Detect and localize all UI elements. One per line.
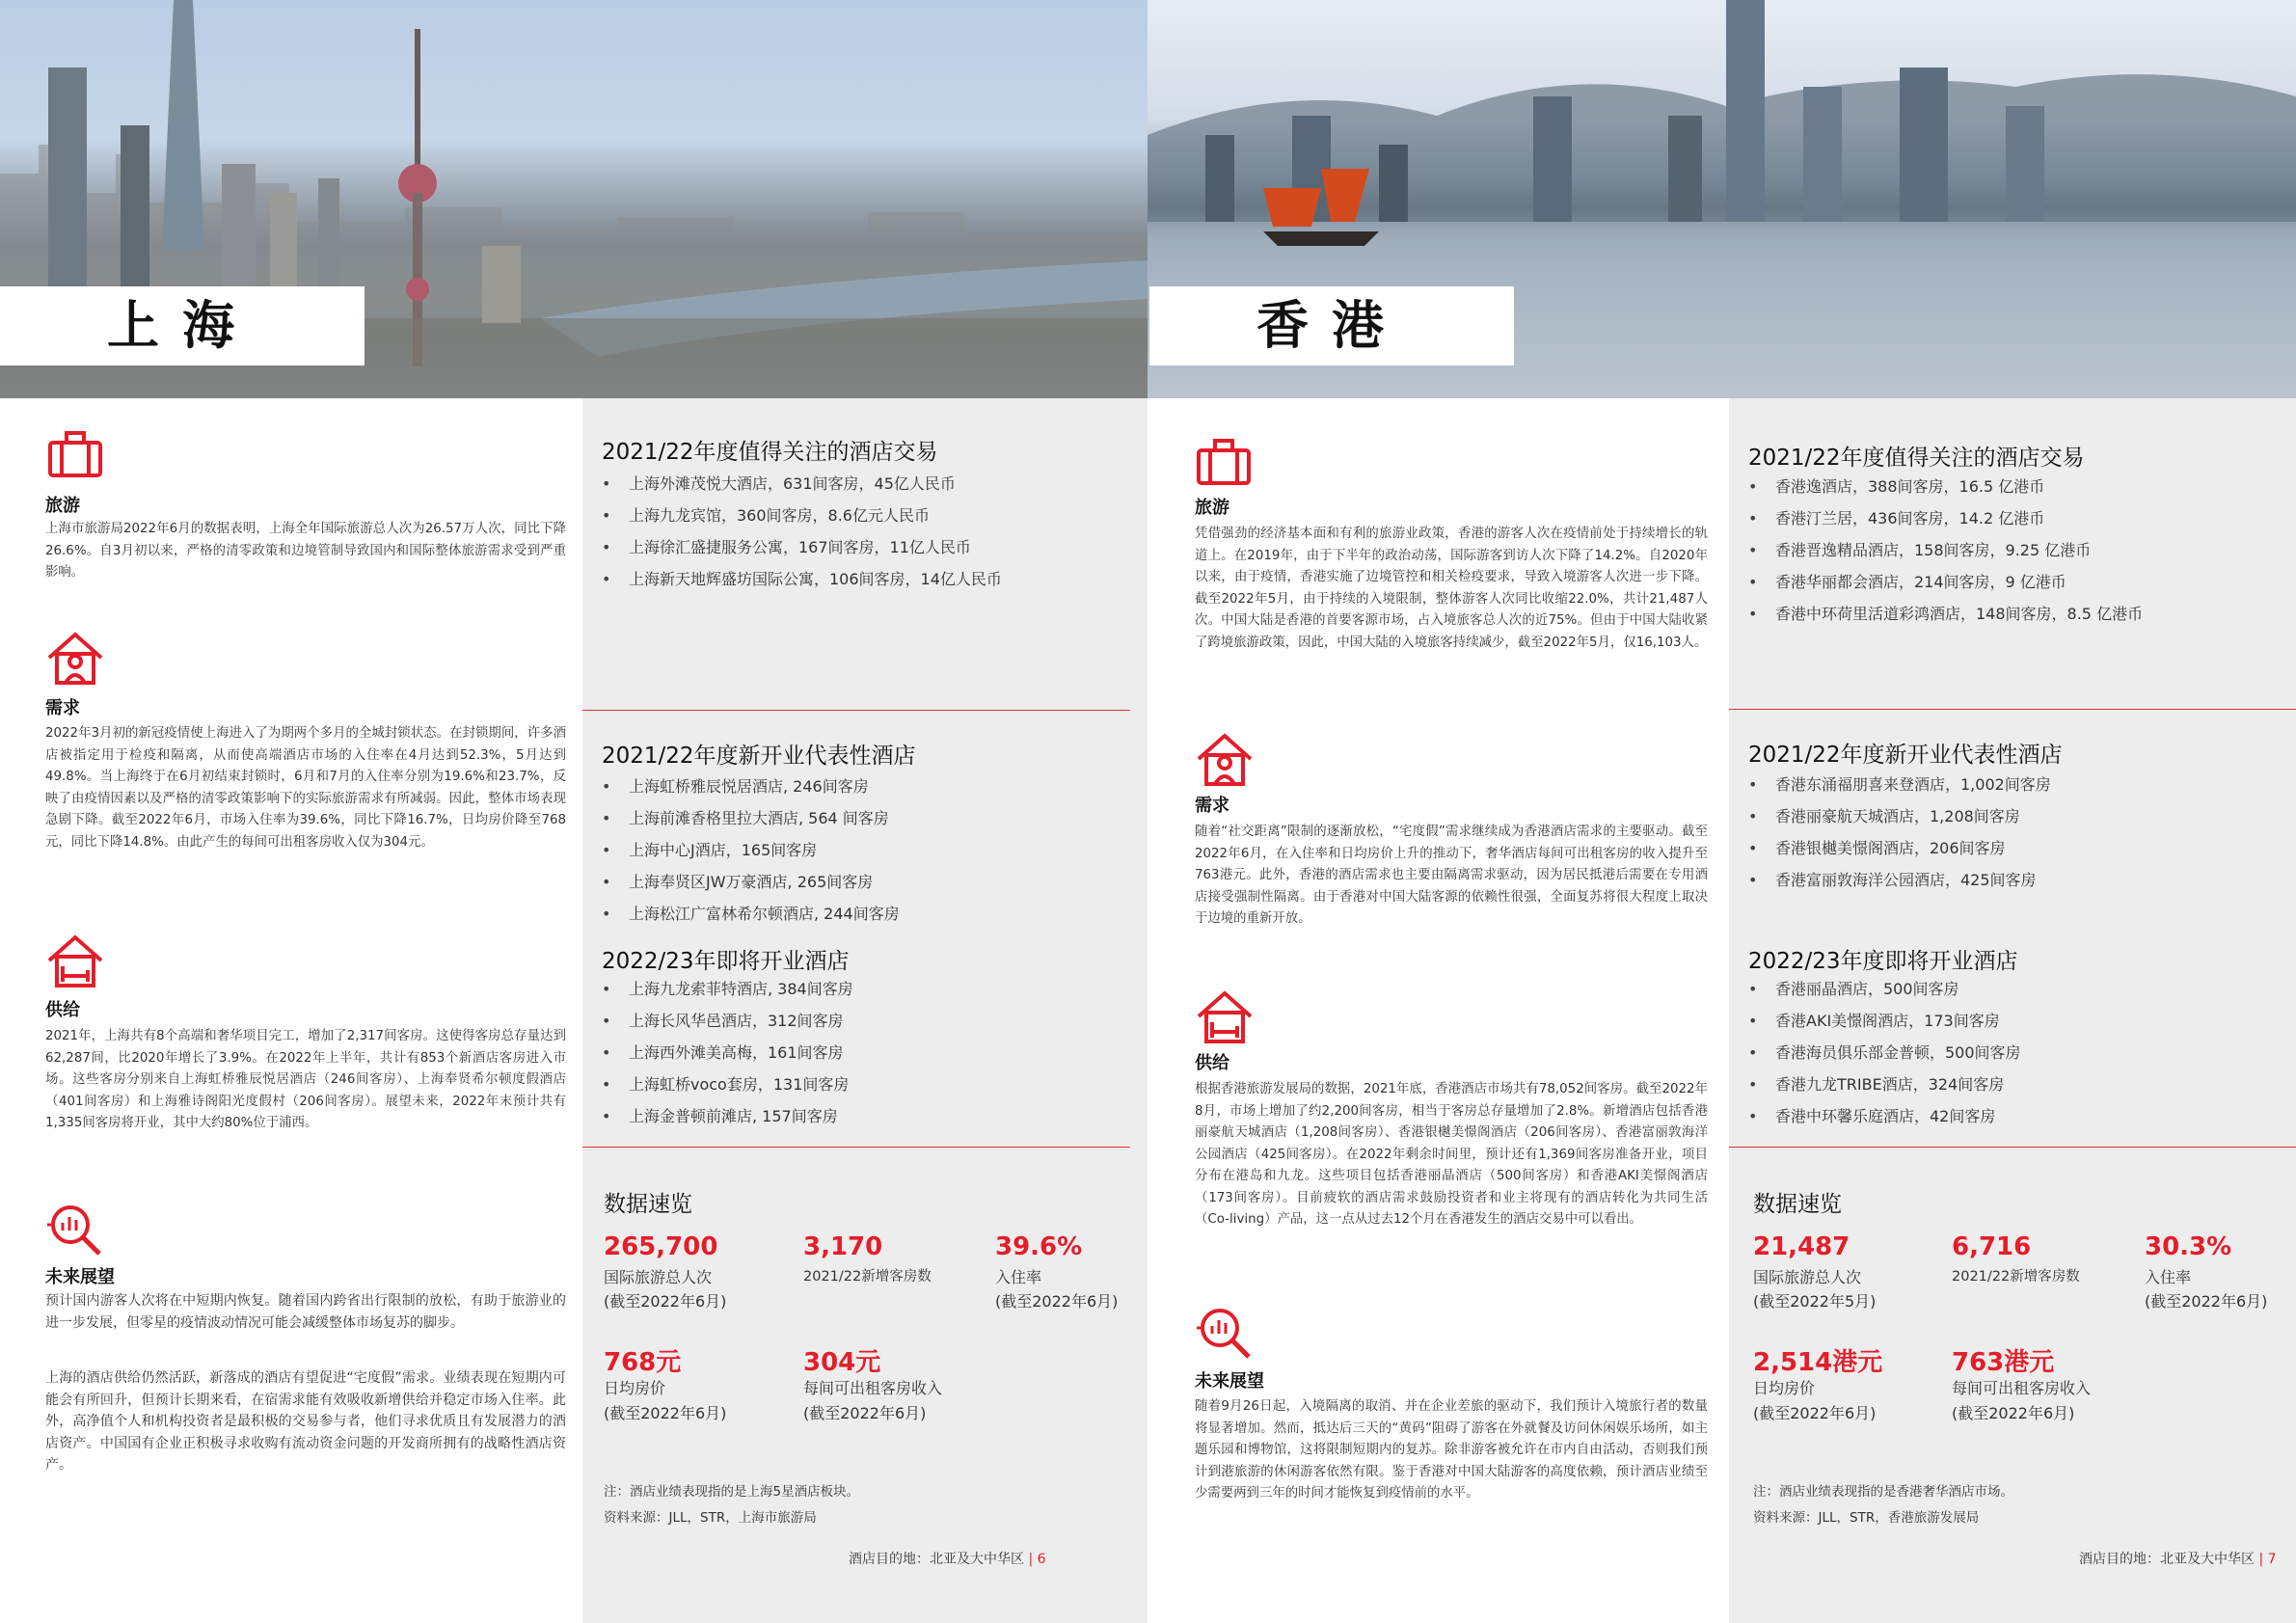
- list-item: • 香港海员俱乐部金普顿，500间客房: [1748, 1037, 2288, 1068]
- footer-text: 酒店目的地：北亚及大中华区: [2079, 1552, 2255, 1567]
- opened-heading: 2021/22年度新开业代表性酒店: [1748, 743, 2063, 768]
- stat-label: 每间可出租客房收入: [1952, 1379, 2092, 1397]
- source-note: 资料来源：JLL，STR，上海市旅游局: [604, 1510, 817, 1526]
- tourism-body: 凭借强劲的经济基本面和有利的旅游业政策，香港的游客人次在疫情前处于持续增长的轨道上。在2019年，由于下半年的政治动荡，国际游客到访人次下降了14.2%。自2020年以来，由于疫情，香港实施了边境管控和相关检疫要求，导致入境游客人次进一步下降。截至2022年5月，由于持续的入境限制，整体游客人次同比收缩22.0%，共计21,487人次。中国大陆是香港的首要客源市场，占入境旅客总人次的近75%。但由于中国大陆收紧了跨境旅游政策，因此，中国大陆的入境旅客持续减少，截至2022年5月，仅16,103人。: [1195, 527, 1708, 650]
- list-item: • 上海九龙索菲特酒店, 384间客房: [602, 973, 1122, 1005]
- list-item: • 香港逸酒店，388间客房，16.5 亿港币: [1748, 471, 2288, 502]
- stat-value: 6,716: [1952, 1232, 2032, 1261]
- list-item: • 香港中环馨乐庭酒店，42间客房: [1748, 1100, 2288, 1132]
- list-item: • 香港AKI美憬阁酒店，173间客房: [1748, 1005, 2288, 1037]
- stat-label: (截至2022年6月): [803, 1404, 927, 1422]
- list-item: • 香港东涌福朋喜来登酒店，1,002间客房: [1748, 769, 2288, 800]
- chart-magnifier-icon: [1195, 1305, 1255, 1365]
- suitcase-icon: [1194, 433, 1254, 493]
- list-item: • 上海松江广富林希尔顿酒店, 244间客房: [602, 898, 1122, 930]
- opened-list: [1748, 769, 2288, 896]
- footnote: 注：酒店业绩表现指的是香港奢华酒店市场。: [1753, 1484, 2013, 1500]
- tourism-heading: 旅游: [1195, 498, 1229, 518]
- stat-label: (截至2022年6月): [1753, 1404, 1877, 1422]
- list-item: • 上海西外滩美高梅，161间客房: [602, 1037, 1122, 1068]
- outlook-heading: 未来展望: [1195, 1371, 1264, 1392]
- stat-value: 39.6%: [995, 1232, 1083, 1261]
- stats-heading: 数据速览: [604, 1192, 692, 1217]
- list-item: • 香港丽晶酒店，500间客房: [1748, 973, 2288, 1005]
- stat-label: (截至2022年6月): [604, 1404, 727, 1422]
- list-item: • 香港银樾美憬阁酒店，206间客房: [1748, 832, 2288, 864]
- shanghai-title: 上海: [0, 286, 365, 365]
- house-bed-icon: [45, 932, 105, 991]
- source-note: 资料来源：JLL，STR，香港旅游发展局: [1753, 1510, 1980, 1526]
- divider: [1729, 709, 2296, 710]
- deals-heading: 2021/22年度值得关注的酒店交易: [602, 440, 938, 465]
- stat-value: 265,700: [604, 1232, 718, 1261]
- upcoming-list: [602, 973, 1122, 1132]
- outlook-body-2: 上海的酒店供给仍然活跃，新落成的酒店有望促进“宅度假”需求。业绩表现在短期内可能会有所回升，但预计长期来看，在宿需求能有效吸收新增供给并稳定市场入住率。此外，高净值个人和机构投资者是最积极的交易参与者，他们寻求优质且有发展潜力的酒店资产。中国国有企业正积极寻求收购有流动资金问题的开发商所拥有的战略性酒店资产。: [45, 1370, 566, 1473]
- list-item: • 香港富丽敦海洋公园酒店，425间客房: [1748, 864, 2288, 896]
- page-footer: 酒店目的地：北亚及大中华区 | 6: [849, 1552, 1046, 1567]
- divider: [582, 1147, 1130, 1148]
- stat-value: 21,487: [1753, 1232, 1850, 1261]
- chart-magnifier-icon: [45, 1202, 105, 1261]
- opened-heading: 2021/22年度新开业代表性酒店: [602, 744, 916, 769]
- outlook-body-1: 预计国内游客人次将在中短期内恢复。随着国内跨省出行限制的放松，有助于旅游业的进一步发展，但零星的疫情波动情况可能会减缓整体市场复苏的脚步。: [45, 1293, 566, 1331]
- upcoming-list: [1748, 973, 2288, 1132]
- stat-value: 763港元: [1952, 1348, 2055, 1377]
- list-item: • 上海长风华邑酒店，312间客房: [602, 1005, 1122, 1037]
- supply-body: 2021年，上海共有8个高端和奢华项目完工，增加了2,317间客房。这使得客房总存量达到62,287间，比2020年增长了3.9%。在2022年上半年，共计有853个新酒店客房进入市场。这些客房分别来自上海虹桥雅辰悦居酒店（246间客房）、上海奉贤希尔顿度假酒店（401间客房）和上海雅诗阁阳光度假村（206间客房）。展望未来，2022年末预计共有1,335间客房将开业，其中大约80%位于浦西。: [45, 1029, 566, 1130]
- stat-value: 2,514港元: [1753, 1348, 1883, 1377]
- stat-label: (截至2022年5月): [1753, 1292, 1877, 1311]
- list-item: • 上海九龙宾馆，360间客房，8.6亿元人民币: [602, 500, 1122, 531]
- stat-label: 日均房价: [604, 1379, 666, 1397]
- house-person-icon: [45, 629, 105, 689]
- suitcase-icon: [45, 425, 105, 485]
- demand-heading: 需求: [1195, 796, 1229, 816]
- stat-label: (截至2022年6月): [1952, 1404, 2075, 1422]
- page-number: 7: [2267, 1552, 2277, 1567]
- list-item: • 上海前滩香格里拉大酒店, 564 间客房: [602, 802, 1122, 834]
- upcoming-heading: 2022/23年即将开业酒店: [602, 949, 850, 974]
- list-item: • 上海中心J酒店，165间客房: [602, 834, 1122, 866]
- stat-label: 日均房价: [1753, 1379, 1816, 1397]
- demand-heading: 需求: [45, 698, 80, 718]
- shanghai-skyline-image: [0, 0, 1148, 398]
- divider: [1729, 1147, 2296, 1148]
- stat-value: 768元: [604, 1348, 682, 1377]
- outlook-heading: 未来展望: [45, 1267, 115, 1287]
- stat-label: (截至2022年6月): [995, 1292, 1119, 1311]
- tourism-body: 上海市旅游局2022年6月的数据表明，上海全年国际旅游总人次为26.57万人次，同比下降26.6%。自3月初以来，严格的清零政策和边境管制导致国内和国际整体旅游需求受到严重影响。: [45, 522, 566, 580]
- stats-heading: 数据速览: [1753, 1192, 1842, 1217]
- stat-label: 入住率: [995, 1268, 1042, 1286]
- page-footer: 酒店目的地：北亚及大中华区 | 7: [2079, 1552, 2277, 1567]
- outlook-body: 随着9月26日起，入境隔离的取消、并在企业差旅的驱动下，我们预计入境旅行者的数量将显著增加。然而，抵达后三天的“黄码”阻碍了游客在外就餐及访问休闲娱乐场所，如主题乐园和博物馆，这将限制短期内的复苏。除非游客被允许在市内自由活动，否则我们预计到港旅游的休闲游客依然有限。鉴于香港对中国大陆游客的高度依赖，预计酒店业绩至少需要两到三年的时间才能恢复到疫情前的水平。: [1195, 1399, 1708, 1501]
- list-item: • 香港华丽都会酒店，214间客房，9 亿港币: [1748, 566, 2288, 598]
- supply-heading: 供给: [1195, 1053, 1229, 1073]
- divider: [582, 710, 1130, 711]
- list-item: • 香港晋逸精品酒店，158间客房，9.25 亿港币: [1748, 534, 2288, 566]
- list-item: • 香港九龙TRIBE酒店，324间客房: [1748, 1068, 2288, 1100]
- hongkong-page: [1148, 0, 2296, 1623]
- list-item: • 香港丽豪航天城酒店，1,208间客房: [1748, 800, 2288, 832]
- page-number: 6: [1037, 1552, 1046, 1567]
- demand-body: 2022年3月初的新冠疫情使上海进入了为期两个多月的全城封锁状态。在封锁期间，许多酒店被指定用于检疫和隔离，从而使高端酒店市场的入住率在4月达到52.3%，5月达到49.8%。当上海终于在6月初结束封锁时，6月和7月的入住率分别为19.6%和23.7%，反映了由疫情因素以及严格的清零政策影响下的实际旅游需求有所减弱。因此，整体市场表现急剧下降。截至2022年6月，市场入住率为39.6%，同比下降16.7%，日均房价降至768元，同比下降14.8%。由此产生的每间可出租客房收入仅为304元。: [45, 726, 566, 850]
- list-item: • 香港中环荷里活道彩鸿酒店，148间客房，8.5 亿港币: [1748, 598, 2288, 630]
- footnote: 注：酒店业绩表现指的是上海5星酒店板块。: [604, 1484, 860, 1500]
- supply-heading: 供给: [45, 1000, 80, 1020]
- stat-label: (截至2022年6月): [604, 1292, 727, 1311]
- house-person-icon: [1195, 730, 1255, 790]
- deals-list: [602, 468, 1122, 595]
- demand-body: 随着“社交距离”限制的逐渐放松，“宅度假”需求继续成为香港酒店需求的主要驱动。截至2022年6月，在入住率和日均房价上升的推动下，奢华酒店每间可出租客房的收入提升至763港元。此外，香港的酒店需求也主要由隔离需求驱动，因为居民抵港后需要在专用酒店接受强制性隔离。由于香港对中国大陆客源的依赖性很强，全面复苏将很大程度上取决于边境的重新开放。: [1195, 825, 1708, 926]
- tourism-heading: 旅游: [45, 496, 80, 516]
- stat-label: 入住率: [2145, 1268, 2192, 1286]
- stat-value: 304元: [803, 1348, 881, 1377]
- stat-label: (截至2022年6月): [2145, 1292, 2268, 1311]
- deals-heading: 2021/22年度值得关注的酒店交易: [1748, 446, 2085, 471]
- list-item: • 上海徐汇盛捷服务公寓，167间客房，11亿人民币: [602, 531, 1122, 563]
- footer-text: 酒店目的地：北亚及大中华区: [849, 1552, 1024, 1567]
- list-item: • 上海虹桥voco套房，131间客房: [602, 1068, 1122, 1100]
- stat-label: 每间可出租客房收入: [803, 1379, 943, 1397]
- stat-value: 30.3%: [2145, 1232, 2232, 1261]
- list-item: • 上海新天地辉盛坊国际公寓，106间客房，14亿人民币: [602, 563, 1122, 595]
- list-item: • 上海外滩茂悦大酒店，631间客房，45亿人民币: [602, 468, 1122, 500]
- list-item: • 香港汀兰居，436间客房，14.2 亿港币: [1748, 502, 2288, 534]
- opened-list: [602, 771, 1122, 930]
- house-bed-icon: [1195, 987, 1255, 1047]
- deals-list: [1748, 471, 2288, 630]
- stat-label: 2021/22新增客房数: [803, 1269, 932, 1285]
- hongkong-title: 香港: [1149, 286, 1514, 365]
- supply-body: 根据香港旅游发展局的数据，2021年底，香港酒店市场共有78,052间客房。截至2022年8月，市场上增加了约2,200间客房，相当于客房总存量增加了2.8%。新增酒店包括香港丽豪航天城酒店（1,208间客房）、香港银樾美憬阁酒店（206间客房）、香港富丽敦海洋公园酒店（425间客房）。在2022年剩余时间里，预计还有1,369间客房准备开业，项目分布在港岛和九龙。这些项目包括香港丽晶酒店（500间客房）和香港AKI美憬阁酒店（173间客房）。目前疲软的酒店需求鼓励投资者和业主将现有的酒店转化为共同生活（Co-living）产品，这一点从过去12个月在香港发生的酒店交易中可以看出。: [1195, 1082, 1708, 1227]
- stat-label: 国际旅游总人次: [1753, 1268, 1862, 1286]
- upcoming-heading: 2022/23年度即将开业酒店: [1748, 949, 2018, 974]
- list-item: • 上海奉贤区JW万豪酒店, 265间客房: [602, 866, 1122, 898]
- stat-label: 2021/22新增客房数: [1952, 1269, 2080, 1285]
- list-item: • 上海虹桥雅辰悦居酒店, 246间客房: [602, 771, 1122, 802]
- hongkong-skyline-image: [1148, 0, 2296, 398]
- stat-label: 国际旅游总人次: [604, 1268, 713, 1286]
- stat-value: 3,170: [803, 1232, 883, 1261]
- list-item: • 上海金普顿前滩店, 157间客房: [602, 1100, 1122, 1132]
